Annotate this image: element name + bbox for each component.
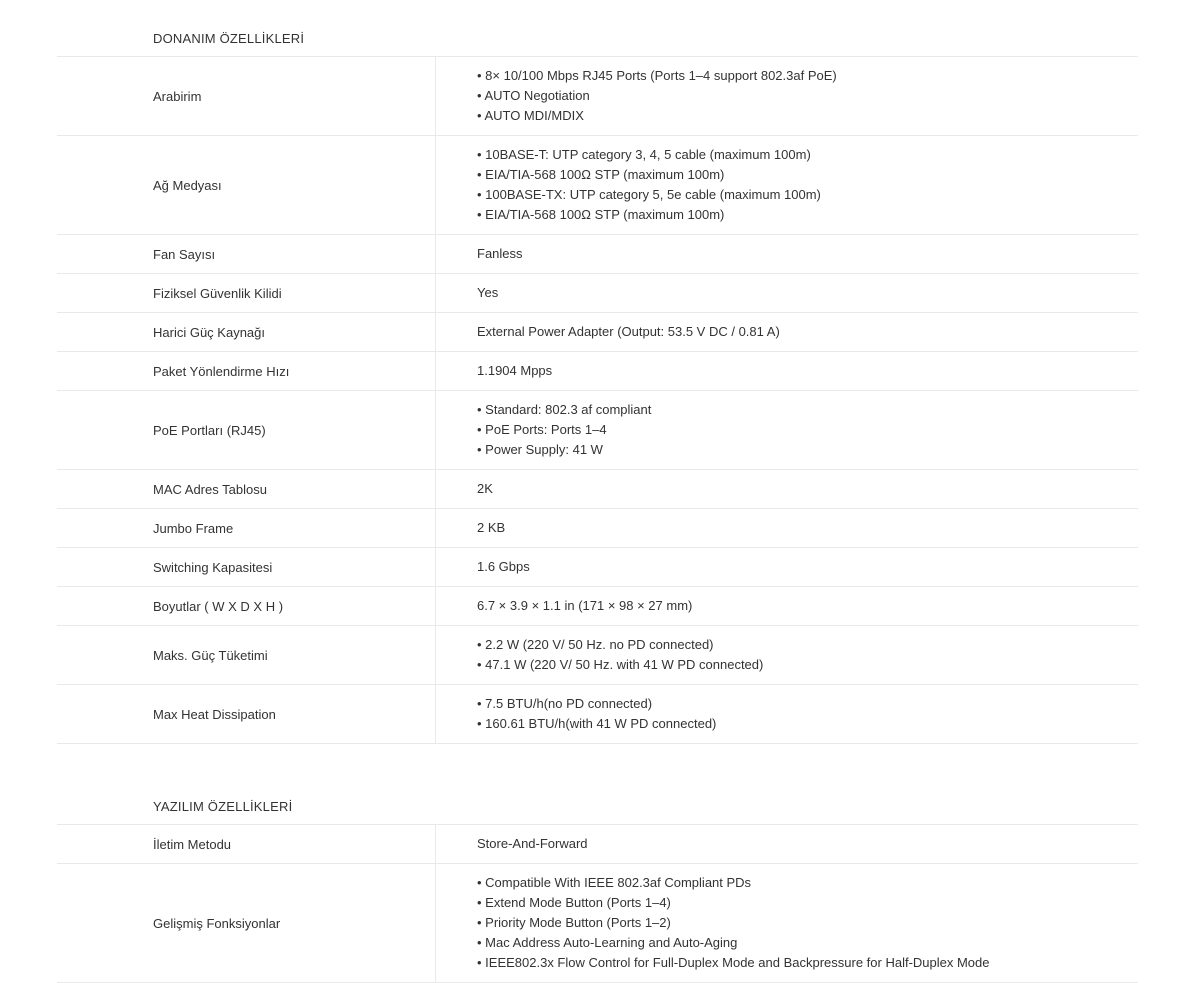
spec-label: Fiziksel Güvenlik Kilidi (57, 274, 436, 312)
spec-value (436, 864, 1138, 982)
spec-value-line: Yes (477, 285, 499, 300)
spec-value-line: • 10BASE-T: UTP category 3, 4, 5 cable (maximum 100m) (477, 147, 811, 162)
spec-value-line: • 7.5 BTU/h(no PD connected) (477, 696, 653, 711)
spec-value-line: • Mac Address Auto-Learning and Auto-Aging (477, 935, 738, 950)
spec-value (436, 548, 1138, 586)
spec-value-line: • Power Supply: 41 W (477, 442, 603, 457)
spec-value-line: • Extend Mode Button (Ports 1–4) (477, 895, 671, 910)
spec-label: Paket Yönlendirme Hızı (57, 352, 436, 390)
spec-value-line: • Standard: 802.3 af compliant (477, 402, 652, 417)
section-title: DONANIM ÖZELLİKLERİ (57, 0, 1138, 57)
spec-value-line: • Compatible With IEEE 802.3af Compliant PDs (477, 875, 752, 890)
section-gap (57, 744, 1138, 768)
spec-value-line: External Power Adapter (Output: 53.5 V DC / 0.81 A) (477, 324, 780, 339)
spec-value (436, 274, 1138, 312)
spec-label: Ağ Medyası (57, 136, 436, 234)
spec-value (436, 470, 1138, 508)
spec-label: Switching Kapasitesi (57, 548, 436, 586)
spec-value-line: • 8× 10/100 Mbps RJ45 Ports (Ports 1–4 support 802.3af PoE) (477, 68, 837, 83)
spec-row (57, 685, 1138, 744)
spec-value (436, 313, 1138, 351)
spec-label: Jumbo Frame (57, 509, 436, 547)
spec-row (57, 391, 1138, 470)
spec-value (436, 587, 1138, 625)
spec-table (57, 825, 1138, 983)
spec-row (57, 313, 1138, 352)
spec-value-line: Store-And-Forward (477, 836, 588, 851)
spec-value (436, 825, 1138, 863)
spec-label: İletim Metodu (57, 825, 436, 863)
spec-label: MAC Adres Tablosu (57, 470, 436, 508)
spec-label: Arabirim (57, 57, 436, 135)
spec-value-line: • 160.61 BTU/h(with 41 W PD connected) (477, 716, 717, 731)
spec-value-line: • AUTO Negotiation (477, 88, 590, 103)
spec-row (57, 864, 1138, 983)
spec-row (57, 235, 1138, 274)
spec-value-line: 1.1904 Mpps (477, 363, 553, 378)
spec-row (57, 509, 1138, 548)
spec-value (436, 685, 1138, 743)
spec-row (57, 548, 1138, 587)
spec-value-line: 2 KB (477, 520, 506, 535)
spec-label: PoE Portları (RJ45) (57, 391, 436, 469)
spec-label: Fan Sayısı (57, 235, 436, 273)
spec-value-line: • AUTO MDI/MDIX (477, 108, 584, 123)
spec-row (57, 626, 1138, 685)
spec-value (436, 509, 1138, 547)
spec-row (57, 352, 1138, 391)
spec-value-line: • Priority Mode Button (Ports 1–2) (477, 915, 671, 930)
spec-value (436, 57, 1138, 135)
spec-value-line: • IEEE802.3x Flow Control for Full-Duplex Mode and Backpressure for Half-Duplex Mode (477, 955, 990, 970)
spec-label: Gelişmiş Fonksiyonlar (57, 864, 436, 982)
spec-row (57, 470, 1138, 509)
spec-row (57, 825, 1138, 864)
spec-value-line: Fanless (477, 246, 523, 261)
spec-value-line: • 2.2 W (220 V/ 50 Hz. no PD connected) (477, 637, 714, 652)
spec-table (57, 57, 1138, 744)
spec-value-line: 6.7 × 3.9 × 1.1 in (171 × 98 × 27 mm) (477, 598, 693, 613)
spec-value (436, 626, 1138, 684)
spec-value (436, 235, 1138, 273)
spec-value-line: • 47.1 W (220 V/ 50 Hz. with 41 W PD connected) (477, 657, 764, 672)
spec-label: Max Heat Dissipation (57, 685, 436, 743)
section-title: YAZILIM ÖZELLİKLERİ (57, 768, 1138, 825)
spec-page (57, 0, 1138, 983)
spec-value-line: 2K (477, 481, 493, 496)
spec-label: Maks. Güç Tüketimi (57, 626, 436, 684)
spec-value (436, 352, 1138, 390)
spec-value-line: • EIA/TIA-568 100Ω STP (maximum 100m) (477, 167, 725, 182)
spec-row (57, 57, 1138, 136)
spec-value (436, 136, 1138, 234)
spec-row (57, 587, 1138, 626)
spec-label: Boyutlar ( W X D X H ) (57, 587, 436, 625)
spec-value-line: 1.6 Gbps (477, 559, 530, 574)
spec-value (436, 391, 1138, 469)
spec-value-line: • EIA/TIA-568 100Ω STP (maximum 100m) (477, 207, 725, 222)
spec-value-line: • PoE Ports: Ports 1–4 (477, 422, 607, 437)
spec-label: Harici Güç Kaynağı (57, 313, 436, 351)
spec-row (57, 136, 1138, 235)
spec-row (57, 274, 1138, 313)
spec-value-line: • 100BASE-TX: UTP category 5, 5e cable (maximum 100m) (477, 187, 821, 202)
